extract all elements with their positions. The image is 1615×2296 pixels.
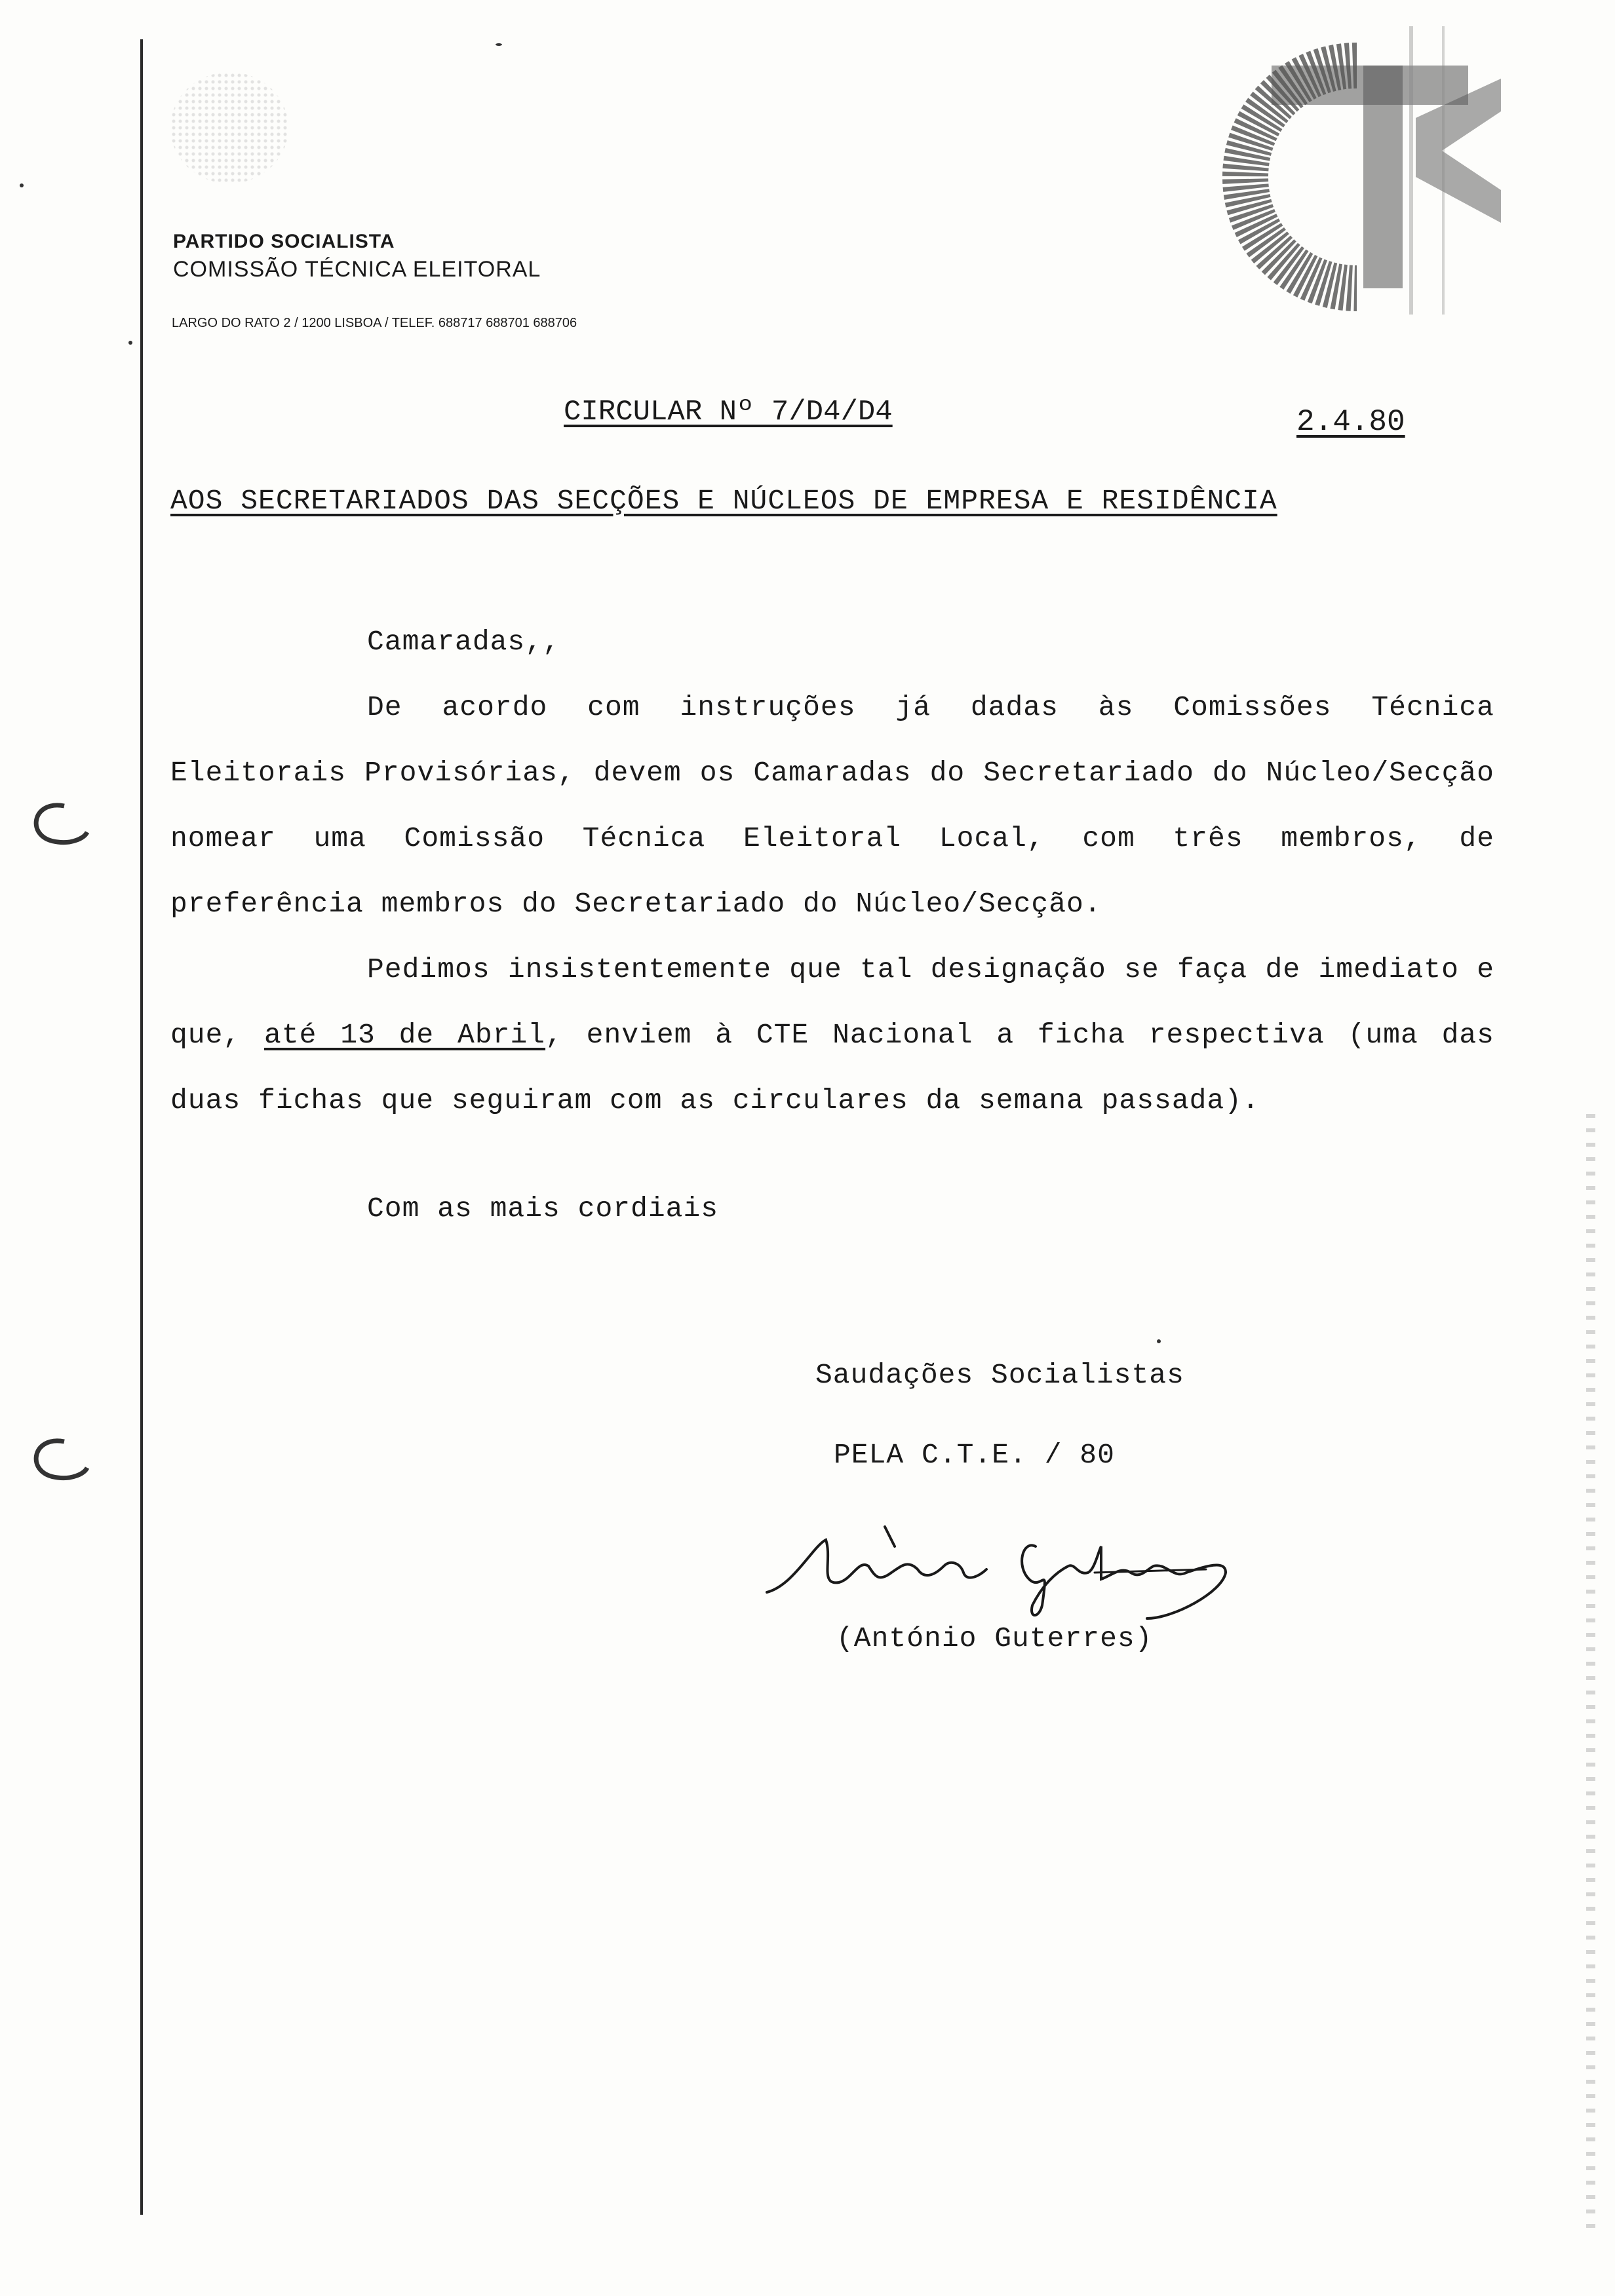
faded-stamp [170,72,288,183]
ink-speck [20,183,24,187]
on-behalf-of: PELA C.T.E. / 80 [834,1439,1115,1471]
left-margin-line [140,39,143,2215]
punch-hole-mark [18,793,90,852]
page-edge-shadow [1586,1114,1595,2228]
letterhead-address: LARGO DO RATO 2 / 1200 LISBOA / TELEF. 688717 688701 688706 [172,316,577,330]
addressee-line: AOS SECRETARIADOS DAS SECÇÕES E NÚCLEOS DE EMPRESA E RESIDÊNCIA [170,485,1277,517]
greeting: Camaradas,, [367,626,560,658]
paragraph-2 [170,937,1494,1134]
paragraph-2-start: Pedimos insistentemente que tal designação se faça de imediato e que, [170,953,1494,1051]
ink-speck [1157,1339,1161,1343]
paragraph-1: De acordo com instruções já dadas às Comissões Técnica Eleitorais Provisórias, devem os Camaradas do Secretariado do Núcleo/Secção nomear uma Comissão Técnica Eleitoral Local, com três membros, de preferência membros do Secretariado do Núcleo/Secção. [170,691,1494,920]
circular-number: CIRCULAR Nº 7/D4/D4 [564,396,893,429]
ink-speck [496,43,502,46]
salutation: Saudações Socialistas [815,1359,1184,1391]
commission-name: COMISSÃO TÉCNICA ELEITORAL [173,257,541,282]
cte-logo [1193,26,1521,315]
closing-phrase: Com as mais cordiais [367,1193,719,1225]
party-name: PARTIDO SOCIALISTA [173,231,395,252]
paragraph-2-end: , enviem à CTE Nacional a ficha respectiva (uma das duas fichas que seguiram com as circulares da semana passada). [170,1019,1494,1117]
letter-body [170,609,1494,1134]
circular-date: 2.4.80 [1296,405,1405,439]
handwritten-signature [754,1520,1239,1625]
deadline-date: até 13 de Abril [264,1019,546,1051]
ink-speck [128,341,132,345]
signer-name: (António Guterres) [836,1622,1153,1655]
punch-hole-mark [18,1428,90,1487]
